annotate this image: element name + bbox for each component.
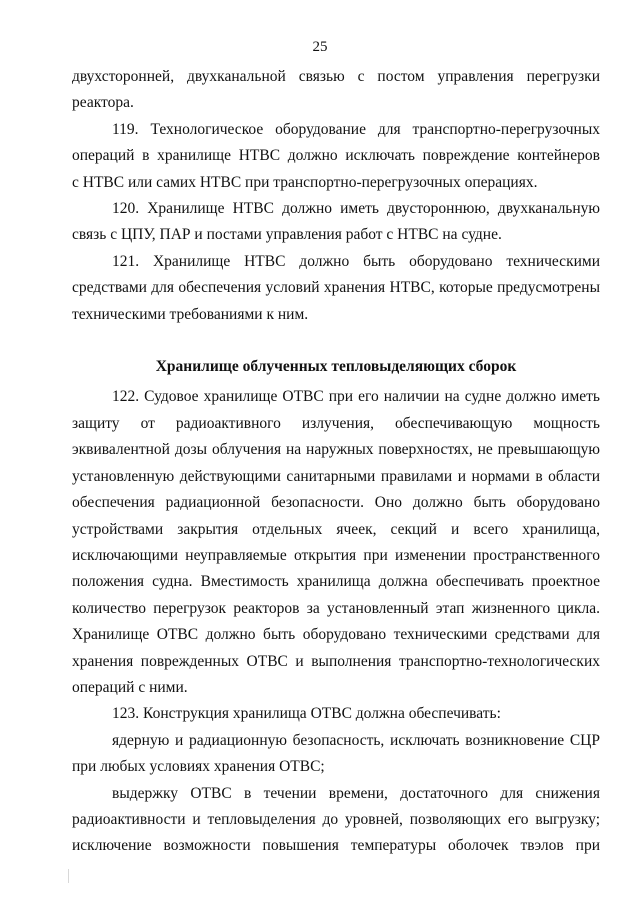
text-line: средствами для обеспечения условий хранения НТВС, которые предусмотрены: [72, 279, 600, 297]
page-number: 25: [312, 39, 328, 55]
text-line: эквивалентной дозы облучения на наружных поверхностях, не превышающую: [72, 441, 600, 459]
paragraph-119: [72, 117, 600, 196]
text-line: установленную действующими санитарными правилами и нормами в области: [72, 467, 600, 485]
text-line: исключающими неуправляемые открытия при изменении пространственного: [72, 546, 600, 564]
paragraph-123-item-holding-time: [72, 781, 600, 860]
text-line: обеспечения радиационной безопасности. Оно должно быть оборудовано: [72, 494, 600, 512]
text-line: операций в хранилище НТВС должно исключать повреждение контейнеров: [72, 147, 600, 165]
section-spacer: [72, 328, 600, 354]
text-line: выдержку ОТВС в течении времени, достаточного для снижения: [112, 784, 600, 802]
text-line: 120. Хранилище НТВС должно иметь двустороннюю, двухканальную: [112, 200, 600, 218]
paragraph-121: [72, 249, 600, 328]
text-line: с НТВС или самих НТВС при транспортно-перегрузочных операциях.: [72, 173, 538, 191]
text-line: радиоактивности и тепловыделения до уровней, позволяющих его выгрузку;: [72, 810, 600, 828]
text-line: положения судна. Вместимость хранилища должна обеспечивать проектное: [72, 573, 600, 591]
text-line: техническими требованиями к ним.: [72, 305, 309, 323]
text-line: при любых условиях хранения ОТВС;: [72, 758, 325, 776]
text-line: двухсторонней, двухканальной связью с постом управления перегрузки: [72, 68, 600, 85]
document-body: [72, 64, 600, 860]
text-line: защиту от радиоактивного излучения, обеспечивающую мощность: [72, 414, 600, 432]
paragraph-continuation: [72, 64, 600, 117]
text-line: 121. Хранилище НТВС должно быть оборудовано техническими: [112, 252, 600, 270]
text-line: связь с ЦПУ, ПАР и постами управления работ с НТВС на судне.: [72, 226, 502, 244]
scan-edge-mark: [68, 869, 71, 883]
text-line: исключение возможности повышения температуры оболочек твэлов при: [72, 837, 600, 855]
text-line: 119. Технологическое оборудование для транспортно-перегрузочных: [112, 120, 600, 138]
text-line: хранения поврежденных ОТВС и выполнения транспортно-технологических: [72, 652, 600, 670]
paragraph-123: [72, 701, 600, 727]
section-heading: Хранилище облученных тепловыделяющих сборок: [155, 358, 517, 376]
paragraph-120: [72, 196, 600, 249]
text-line: операций с ними.: [72, 678, 188, 696]
text-line: количество перегрузок реакторов за установленный этап жизненного цикла.: [72, 599, 600, 617]
paragraph-122: [72, 384, 600, 701]
text-line: 122. Судовое хранилище ОТВС при его наличии на судне должно иметь: [112, 388, 600, 406]
text-line: 123. Конструкция хранилища ОТВС должна обеспечивать:: [112, 705, 501, 723]
text-line: устройствами закрытия отдельных ячеек, секций и всего хранилища,: [72, 520, 600, 538]
paragraph-123-item-nuclear-safety: [72, 728, 600, 781]
text-line: ядерную и радиационную безопасность, исключать возникновение СЦР: [112, 731, 600, 749]
text-line: Хранилище ОТВС должно быть оборудовано техническими средствами для: [72, 626, 600, 644]
text-line: реактора.: [72, 94, 134, 112]
